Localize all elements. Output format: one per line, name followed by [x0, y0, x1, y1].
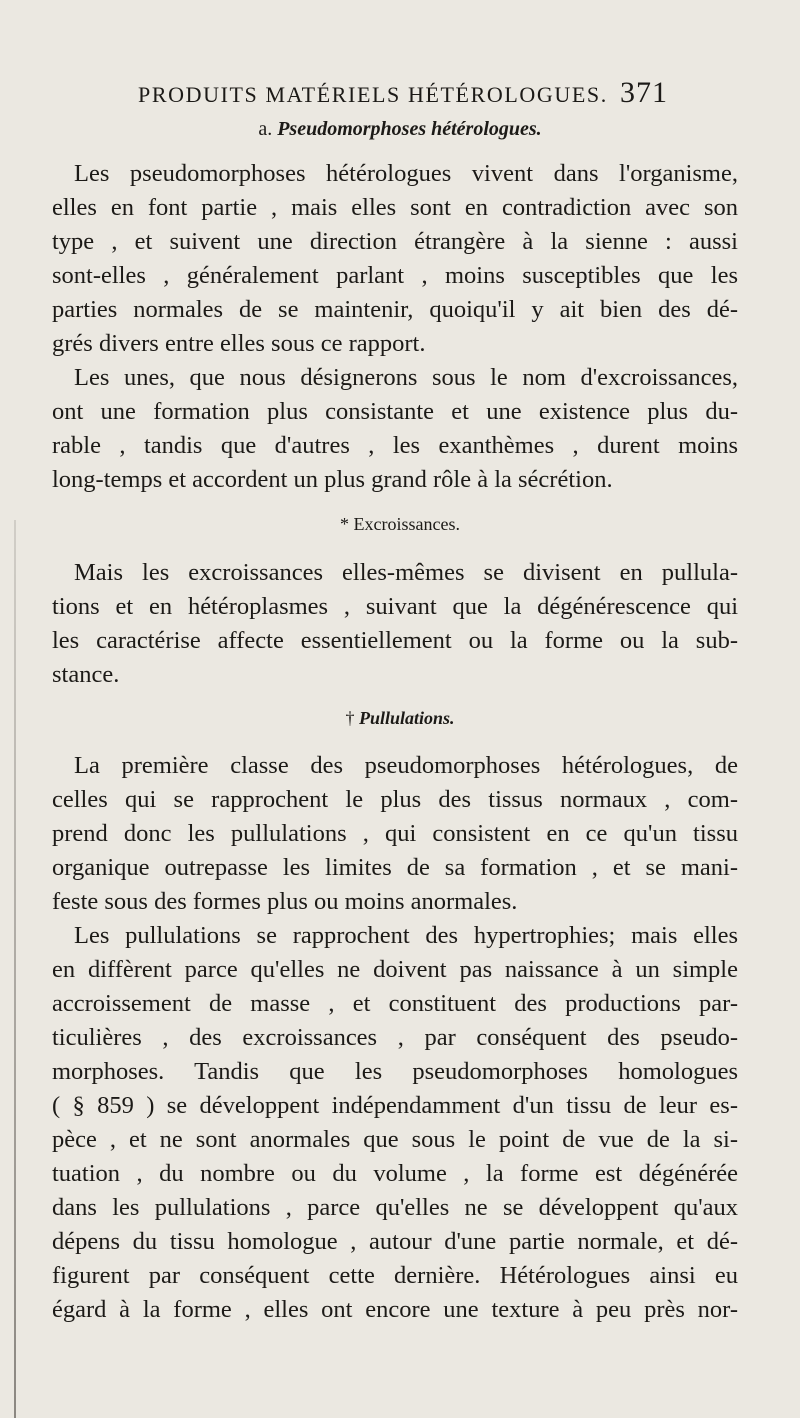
- text-line: organique outrepasse les limites de sa formation , et se mani-: [52, 854, 738, 881]
- text-line: figurent par conséquent cette dernière. Hétérologues ainsi eu: [52, 1262, 738, 1289]
- section-title: Pseudomorphoses hétérologues.: [277, 118, 542, 140]
- text-line: pèce , et ne sont anormales que sous le point de vue de la si-: [52, 1126, 738, 1153]
- running-head: [138, 76, 668, 110]
- text-line: Mais les excroissances elles-mêmes se divisent en pullula-: [74, 559, 738, 586]
- text-line: parties normales de se maintenir, quoiqu'il y ait bien des dé-: [52, 296, 738, 323]
- text-line: tuation , du nombre ou du volume , la forme est dégénérée: [52, 1160, 738, 1187]
- text-line: La première classe des pseudomorphoses hétérologues, de: [74, 752, 738, 779]
- section-heading: [0, 118, 800, 141]
- text-line: accroissement de masse , et constituent des productions par-: [52, 990, 738, 1017]
- text-line: stance.: [52, 661, 120, 688]
- subheading-marker: *: [340, 514, 350, 534]
- text-line: Les pseudomorphoses hétérologues vivent dans l'organisme,: [74, 160, 738, 187]
- text-line: grés divers entre elles sous ce rapport.: [52, 330, 426, 357]
- text-line: dépens du tissu homologue , autour d'une partie normale, et dé-: [52, 1228, 738, 1255]
- page-number: 371: [620, 76, 668, 109]
- text-line: celles qui se rapprochent le plus des tissus normaux , com-: [52, 786, 738, 813]
- running-title: PRODUITS MATÉRIELS HÉTÉROLOGUES.: [138, 82, 608, 107]
- text-line: égard à la forme , elles ont encore une texture à peu près nor-: [52, 1296, 738, 1323]
- subheading-pullulations: [0, 708, 800, 729]
- text-line: Les unes, que nous désignerons sous le nom d'excroissances,: [74, 364, 738, 391]
- subheading-marker: †: [345, 708, 355, 728]
- text-line: elles en font partie , mais elles sont en contradiction avec son: [52, 194, 738, 221]
- text-line: les caractérise affecte essentiellement ou la forme ou la sub-: [52, 627, 738, 654]
- text-line: morphoses. Tandis que les pseudomorphoses homologues: [52, 1058, 738, 1085]
- text-line: dans les pullulations , parce qu'elles ne se développent qu'aux: [52, 1194, 738, 1221]
- text-line: type , et suivent une direction étrangère à la sienne : aussi: [52, 228, 738, 255]
- text-line: long-temps et accordent un plus grand rôle à la sécrétion.: [52, 466, 613, 493]
- text-line: ont une formation plus consistante et une existence plus du-: [52, 398, 738, 425]
- text-line: prend donc les pullulations , qui consistent en ce qu'un tissu: [52, 820, 738, 847]
- text-line: Les pullulations se rapprochent des hypertrophies; mais elles: [74, 922, 738, 949]
- text-line: sont-elles , généralement parlant , moins susceptibles que les: [52, 262, 738, 289]
- text-line: en diffèrent parce qu'elles ne doivent pas naissance à un simple: [52, 956, 738, 983]
- section-marker: a.: [258, 118, 273, 140]
- text-line: feste sous des formes plus ou moins anormales.: [52, 888, 518, 915]
- page-binding-edge: [14, 520, 16, 1418]
- text-line: tions et en hétéroplasmes , suivant que la dégénérescence qui: [52, 593, 738, 620]
- text-line: ( § 859 ) se développent indépendamment d'un tissu de leur es-: [52, 1092, 738, 1119]
- subheading-title: Excroissances.: [353, 514, 460, 534]
- subheading-title: Pullulations.: [358, 708, 455, 728]
- text-line: rable , tandis que d'autres , les exanthèmes , durent moins: [52, 432, 738, 459]
- subheading-excroissances: [0, 514, 800, 535]
- text-line: ticulières , des excroissances , par conséquent des pseudo-: [52, 1024, 738, 1051]
